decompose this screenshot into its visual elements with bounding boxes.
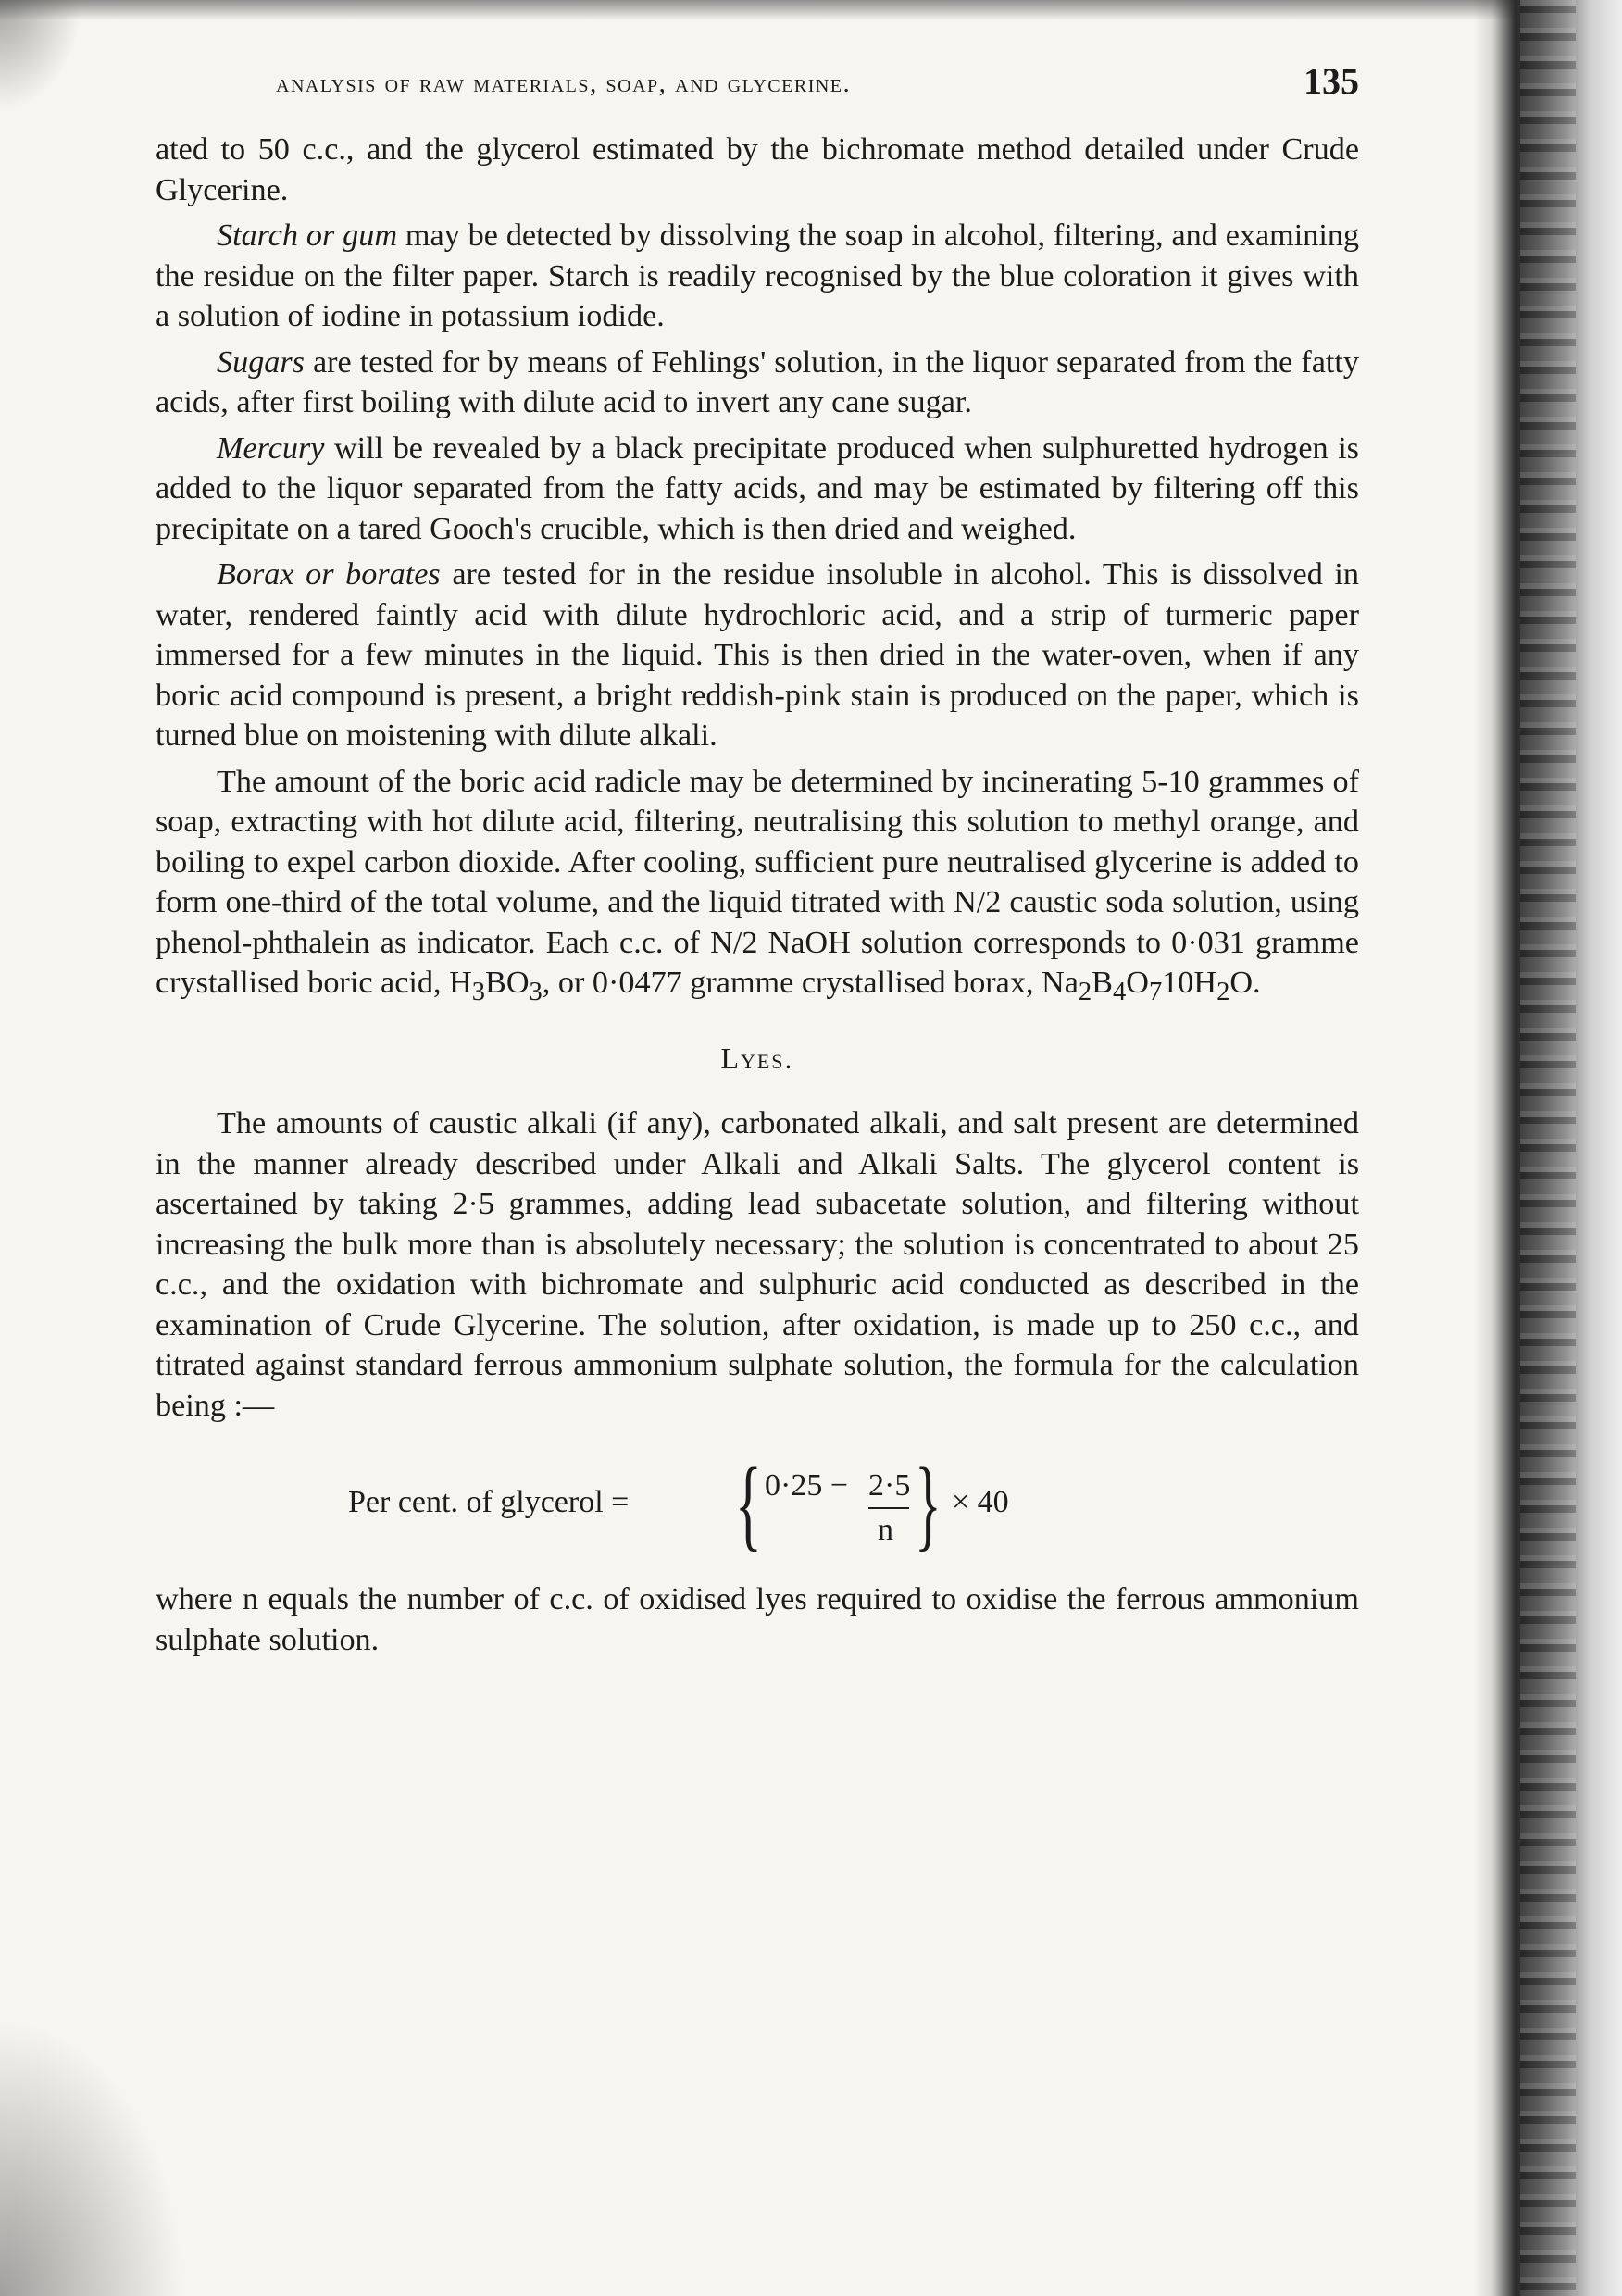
paragraph-lead: Borax or borates (217, 557, 441, 592)
paragraph-boric-acid (156, 762, 1359, 1013)
formula-subscript: 7 (1148, 977, 1163, 1006)
fraction-bar (868, 1507, 909, 1509)
formula-multiplier: × 40 (952, 1485, 1009, 1520)
paragraph-lead: Sugars (217, 344, 305, 380)
formula-part: O (1126, 966, 1149, 1000)
paragraph-lead: Starch or gum (217, 218, 398, 253)
formula-part: B (1092, 966, 1113, 1000)
scan-edge-top (0, 0, 1622, 20)
paragraph-text: will be revealed by a black precipitate produced when sulphuretted hydrogen is added to the liquor separated from the fatty acids, and may be estimated by filtering off this precipitate on a tared Gooch's crucible, which is then dried and weighed. (156, 430, 1359, 546)
formula-subscript: 2 (1216, 977, 1230, 1006)
paragraph-borax (156, 555, 1359, 756)
formula-boric-acid (449, 966, 543, 1006)
paragraph-text: are tested for in the residue insoluble in alcohol. This is dissolved in water, rendered faintly acid with dilute hydrochloric acid, and a strip of turmeric paper immersed for a few minutes in the liquid. This is then dried in the water-oven, when if any boric acid compound is present, a bright reddish-pink stain is produced on the paper, which is turned blue on moistening with dilute alkali. (156, 557, 1359, 753)
formula-lhs: Per cent. of glycerol = (348, 1485, 630, 1520)
paragraph-starch (156, 216, 1359, 337)
formula-part: BO (485, 966, 530, 1000)
paragraph-lyes: The amounts of caustic alkali (if any), carbonated alkali, and salt present are determined in the manner already described under Alkali and Alkali Salts. The glycerol content is ascertained by taking 2·5 grammes, adding lead subacetate solution, and filtering without increasing the bulk more than is absolutely necessary; the solution is concentrated to about 25 c.c., and the oxidation with bichromate and sulphuric acid conducted as described in the examination of Crude Glycerine. The solution, after oxidation, is made up to 250 c.c., and titrated against standard ferrous ammonium sulphate solution, the formula for the calculation being :— (156, 1106, 1359, 1423)
scan-shadow-top-left (0, 0, 83, 111)
glycerol-formula (156, 1442, 1359, 1563)
formula-subscript: 3 (471, 977, 486, 1006)
left-brace: { (734, 1447, 762, 1561)
paragraph-sugars (156, 343, 1359, 423)
formula-term: 0·25 − (765, 1468, 848, 1504)
scan-shadow-bottom-left (0, 2018, 185, 2296)
formula-subscript: 2 (1078, 977, 1092, 1006)
paragraph-where: where n equals the number of c.c. of oxidised lyes required to oxidise the ferrous ammonium sulphate solution. (156, 1582, 1359, 1657)
fraction-numerator: 2·5 (868, 1468, 911, 1504)
formula-subscript: 3 (529, 977, 543, 1006)
paragraph-text: are tested for by means of Fehlings' solution, in the liquor separated from the fatty acids, after first boiling with dilute acid to invert any cane sugar. (156, 344, 1359, 419)
paragraph-continuation: ated to 50 c.c., and the glycerol estimated by the bichromate method detailed under Crude Glycerine. (156, 132, 1359, 207)
paragraph-text: , or 0·0477 gramme crystallised borax, (542, 966, 1042, 1000)
paragraph-text: The amount of the boric acid radicle may be determined by incinerating 5-10 grammes of soap, extracting with hot dilute acid, filtering, neutralising this solution to methyl orange, and boiling to expel carbon dioxide. After cooling, sufficient pure neutralised glycerine is added to form one-third of the total volume, and the liquid titrated with N/2 caustic soda solution, using phenol-phthalein as indicator. Each c.c. of N/2 NaOH solution corresponds to 0·031 gramme crystallised boric acid, (156, 764, 1359, 1000)
page-number: 135 (1304, 60, 1359, 102)
formula-part: O. (1229, 966, 1261, 1000)
paragraph-text: may be detected by dissolving the soap in alcohol, filtering, and examining the residue on the filter paper. Starch is readily recognised by the blue coloration it gives with a solution of iodine in potassium iodide. (156, 218, 1360, 333)
paragraph-lead: Mercury (217, 430, 325, 466)
paragraph-mercury (156, 429, 1359, 550)
book-spine-edge (1474, 0, 1622, 2296)
formula-borax (1042, 966, 1261, 1006)
formula-part: Na (1042, 966, 1079, 1000)
formula-subscript: 4 (1112, 977, 1127, 1006)
formula-part: 10H (1162, 966, 1217, 1000)
running-head: analysis of raw materials, soap, and glycerine. (276, 69, 852, 98)
section-heading-lyes: Lyes. (720, 1042, 794, 1076)
right-brace: } (914, 1447, 942, 1561)
page-body (156, 130, 1359, 1666)
page-header (276, 57, 1359, 113)
fraction-denominator: n (878, 1513, 893, 1548)
formula-part: H (449, 966, 472, 1000)
